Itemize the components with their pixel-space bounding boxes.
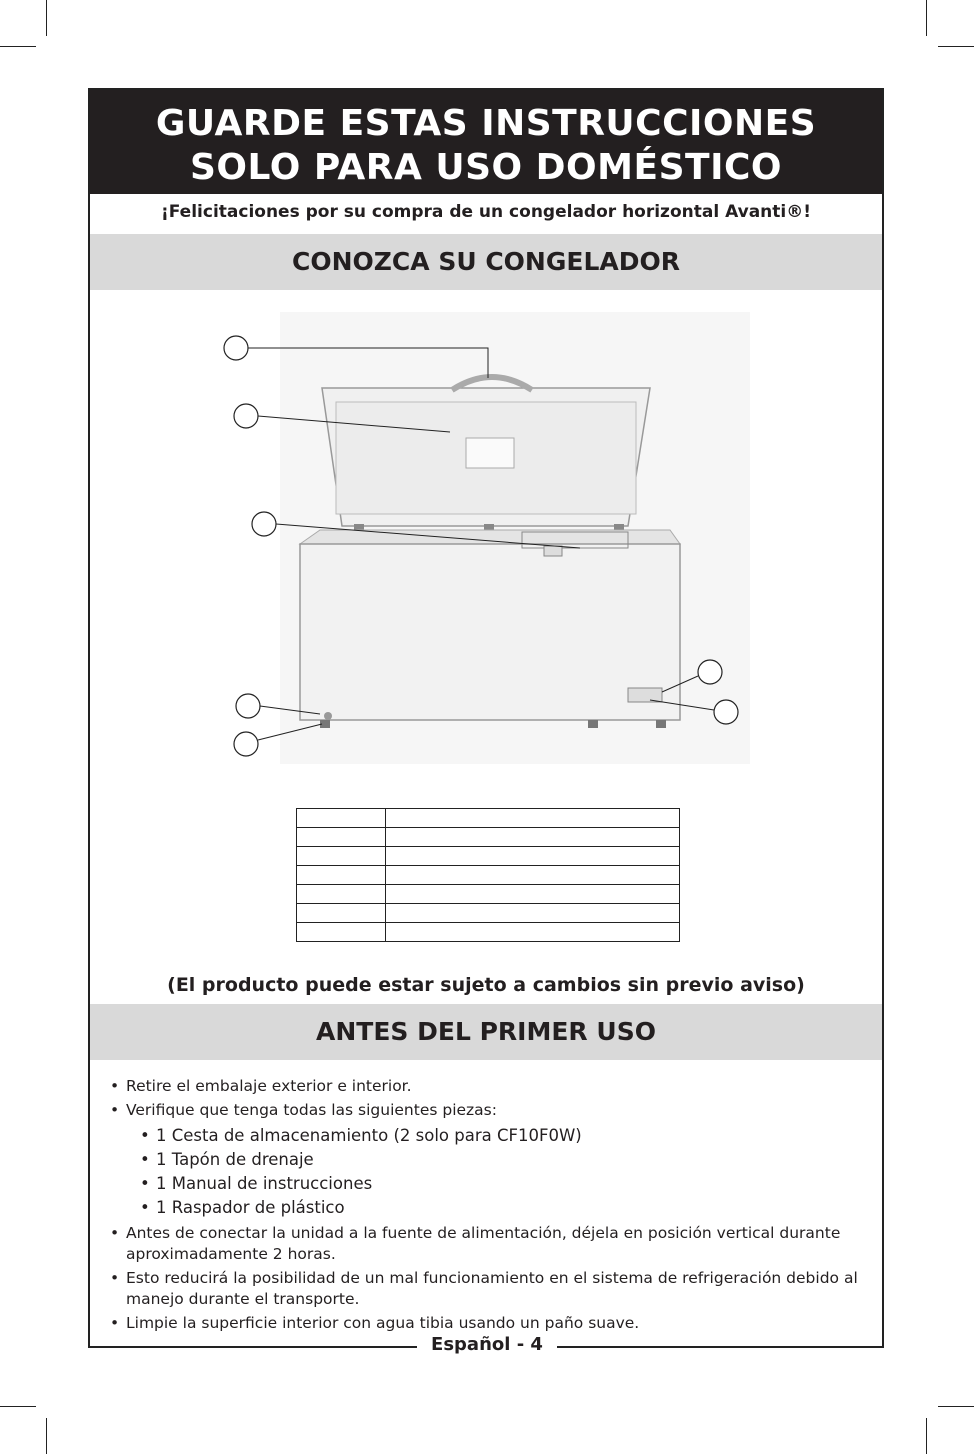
callout-circle <box>234 404 258 428</box>
table-cell <box>386 847 680 866</box>
change-notice: (El producto puede estar sujeto a cambios sin previo aviso) <box>167 974 805 996</box>
table-cell <box>386 866 680 885</box>
list-item: • Limpie la superficie interior con agua tibia usando un paño suave. <box>108 1313 868 1334</box>
table-cell <box>297 904 386 923</box>
table-cell <box>297 809 386 828</box>
table-cell <box>297 828 386 847</box>
crop-mark <box>46 0 47 36</box>
table-row <box>297 866 680 885</box>
crop-mark <box>926 0 927 36</box>
table-row <box>297 923 680 942</box>
page-number: Español - 4 <box>417 1334 557 1355</box>
control-panel <box>628 688 662 702</box>
sub-list-item: • 1 Manual de instrucciones <box>108 1172 868 1196</box>
crop-mark <box>938 46 974 47</box>
drain-plug <box>324 712 332 720</box>
table-cell <box>386 923 680 942</box>
callout-circle <box>224 336 248 360</box>
table-cell <box>386 828 680 847</box>
table-cell <box>297 885 386 904</box>
instructions-list <box>108 1076 868 1337</box>
manual-page <box>88 88 884 1348</box>
table-row <box>297 828 680 847</box>
lock <box>544 546 562 556</box>
callout-circle <box>698 660 722 684</box>
sub-list-item: • 1 Tapón de drenaje <box>108 1148 868 1172</box>
title-line-1: GUARDE ESTAS INSTRUCCIONES <box>155 103 817 144</box>
table-cell <box>297 847 386 866</box>
crop-mark <box>46 1418 47 1454</box>
list-item: • Retire el embalaje exterior e interior. <box>108 1076 868 1097</box>
sub-list-item: • 1 Raspador de plástico <box>108 1196 868 1220</box>
table-cell <box>386 885 680 904</box>
table-cell <box>386 904 680 923</box>
table-row <box>297 885 680 904</box>
crop-mark <box>926 1418 927 1454</box>
section-heading-know-freezer: CONOZCA SU CONGELADOR <box>90 234 882 290</box>
sub-list-item: • 1 Cesta de almacenamiento (2 solo para CF10F0W) <box>108 1124 868 1148</box>
crop-mark <box>938 1406 974 1407</box>
section-heading-before-first-use: ANTES DEL PRIMER USO <box>90 1004 882 1060</box>
foot <box>588 720 598 728</box>
page-footer <box>0 1334 974 1355</box>
table-cell <box>297 923 386 942</box>
callout-circle <box>714 700 738 724</box>
freezer-illustration <box>210 312 770 772</box>
callout-circle <box>234 732 258 756</box>
list-item: • Esto reducirá la posibilidad de un mal funcionamiento en el sistema de refrigeración debido al manejo durante el transporte. <box>108 1268 868 1310</box>
freezer-cabinet <box>300 544 680 720</box>
title-banner <box>90 90 882 194</box>
table-row <box>297 847 680 866</box>
list-item: • Verifique que tenga todas las siguientes piezas: <box>108 1100 868 1121</box>
callout-circle <box>252 512 276 536</box>
crop-mark <box>0 1406 36 1407</box>
table-cell <box>386 809 680 828</box>
congratulations-text: ¡Felicitaciones por su compra de un congelador horizontal Avanti®! <box>161 202 811 222</box>
lid-label <box>466 438 514 468</box>
callout-circle <box>236 694 260 718</box>
table-row <box>297 809 680 828</box>
table-row <box>297 904 680 923</box>
list-item: • Antes de conectar la unidad a la fuente de alimentación, déjela en posición vertical durante aproximadamente 2 horas. <box>108 1223 868 1265</box>
foot <box>656 720 666 728</box>
table-cell <box>297 866 386 885</box>
crop-mark <box>0 46 36 47</box>
title-line-2: SOLO PARA USO DOMÉSTICO <box>190 147 782 188</box>
parts-table <box>296 808 680 942</box>
